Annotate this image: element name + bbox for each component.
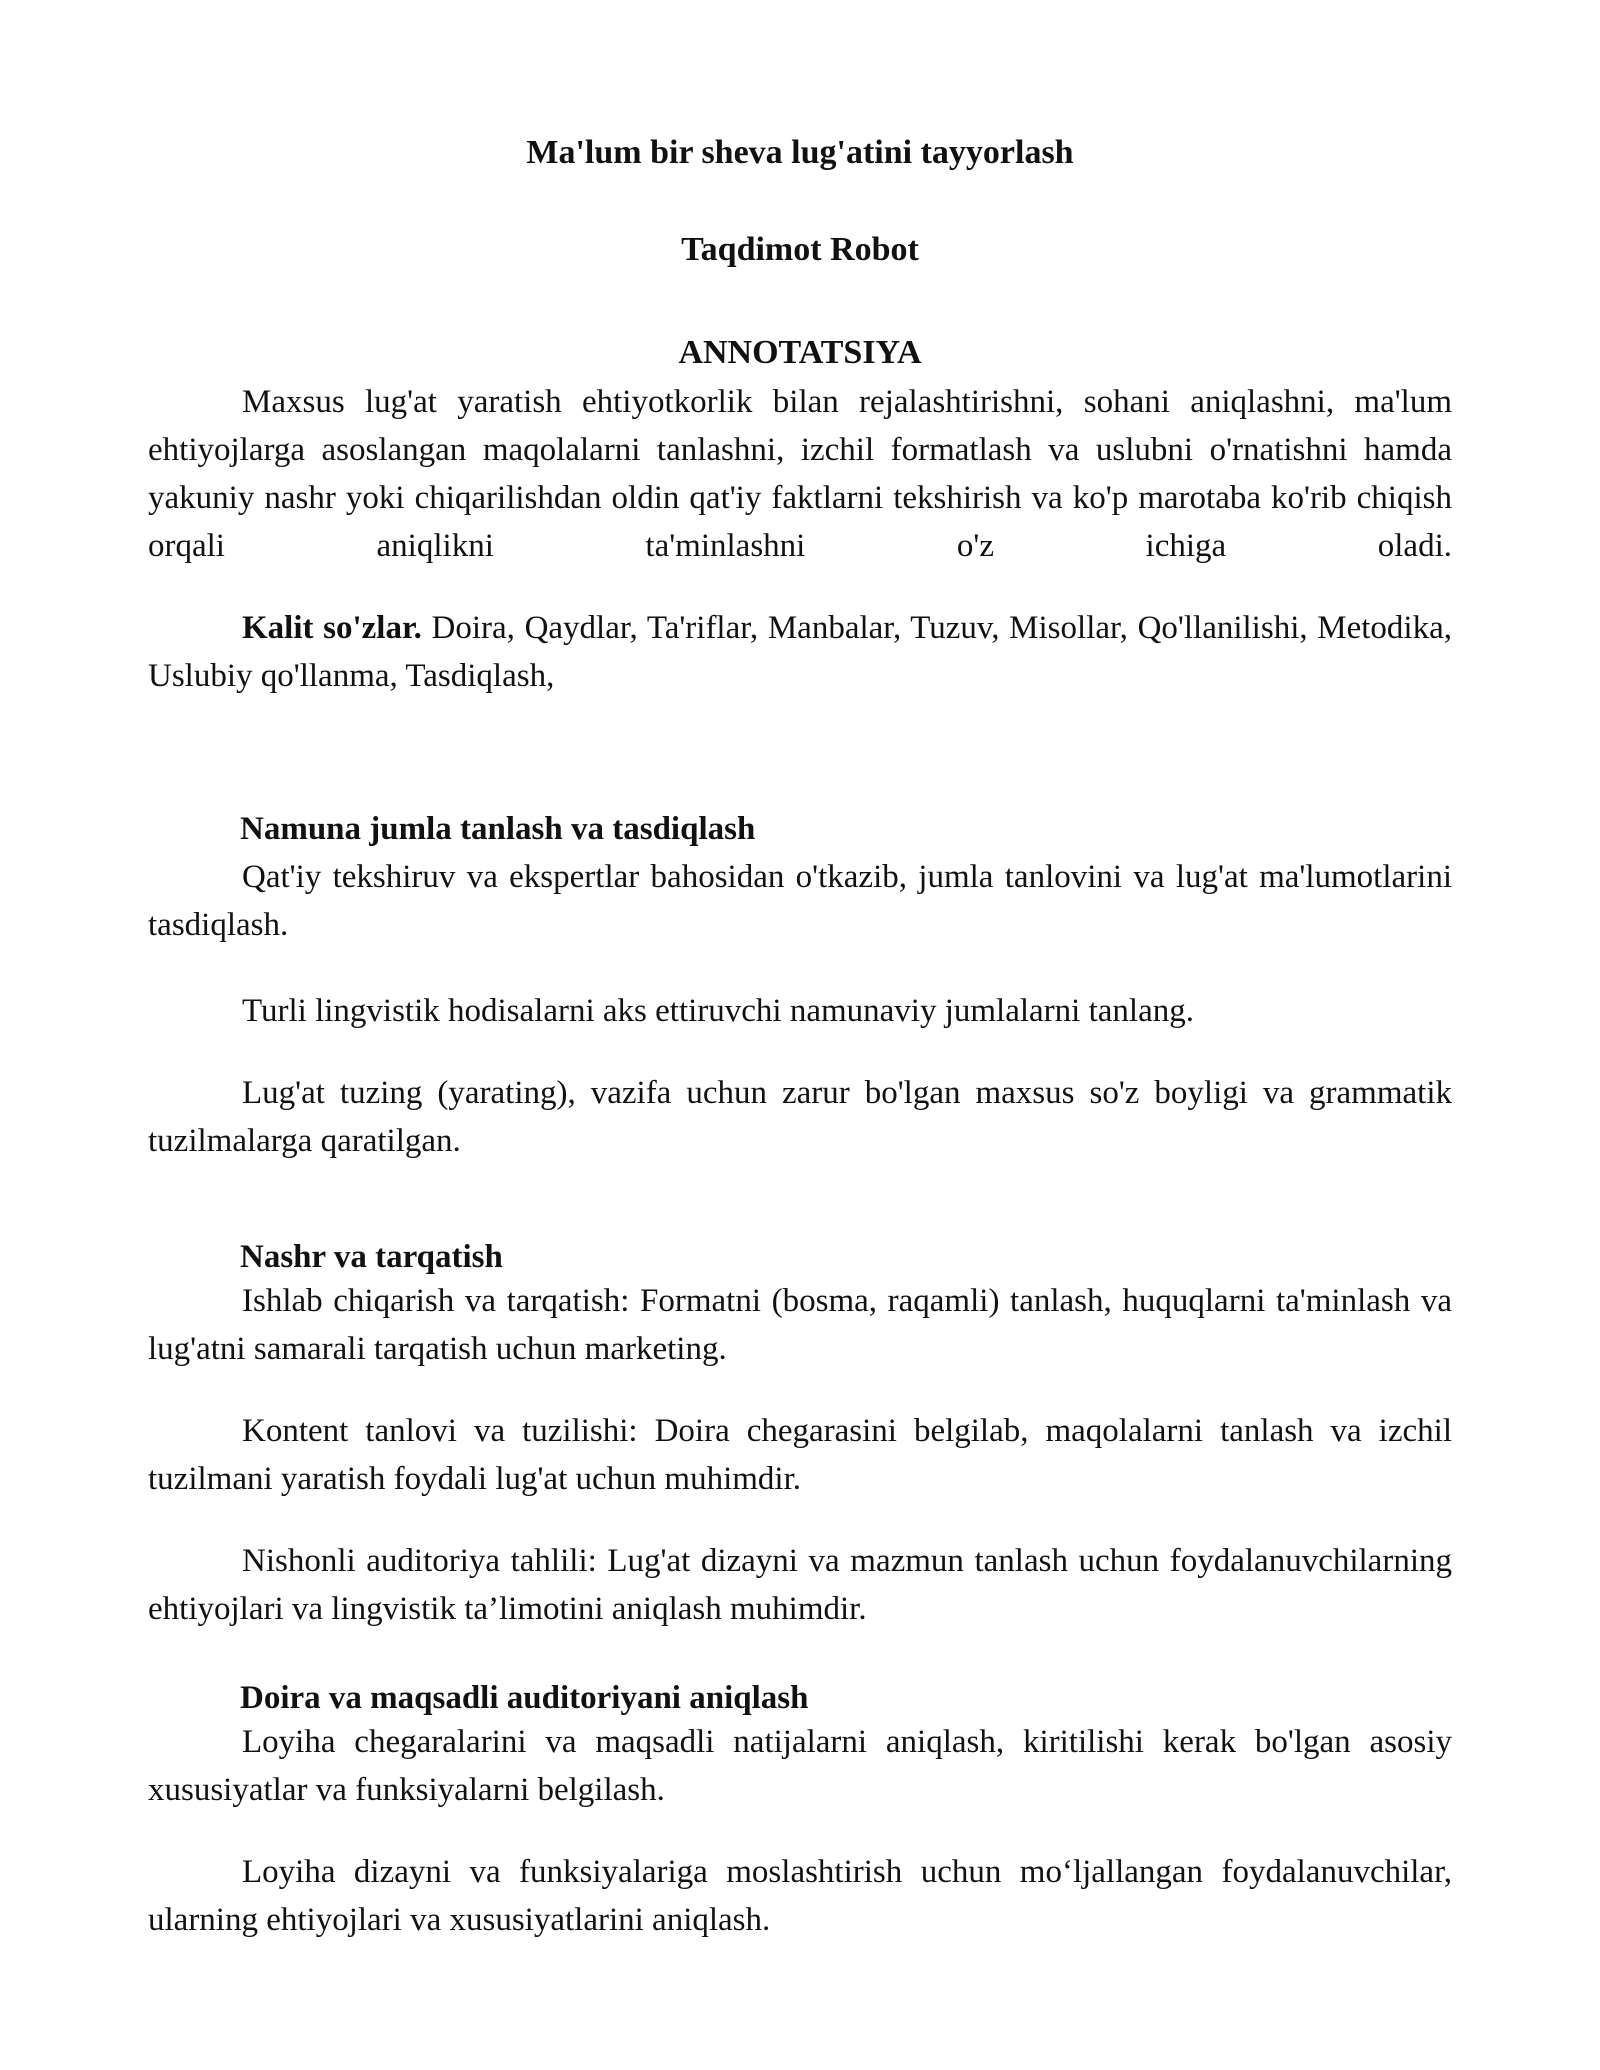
annotation-text: Maxsus lug'at yaratish ehtiyotkorlik bilan rejalashtirishni, sohani aniqlashni, ma'lum ehtiyojlarga asoslangan maqolalarni tanlashni, izchil formatlash va uslubni o'rnatishni hamda yakuniy nashr yoki chiqarilishdan oldin qat'iy faktlarni tekshirish va ko'p marotaba ko'rib chiqish orqali aniqlikni ta'minlashni o'z ichiga oladi. (148, 384, 1452, 564)
keywords-list: Doira, Qaydlar, Ta'riflar, Manbalar, Tuzuv, Misollar, Qo'llanilishi, Metodika, Uslubiy qo'llanma, Tasdiqlash, (148, 610, 1452, 694)
section-paragraph: Qat'iy tekshiruv va ekspertlar bahosidan o'tkazib, jumla tanlovini va lug'at ma'lumotlarini tasdiqlash. (148, 859, 1452, 943)
annotation-heading: ANNOTATSIYA (678, 334, 922, 371)
section-paragraph: Nishonli auditoriya tahlili: Lug'at dizayni va mazmun tanlash uchun foydalanuvchilarning ehtiyojlari va lingvistik ta’limotini aniqlash muhimdir. (148, 1543, 1452, 1627)
section-paragraph: Loyiha dizayni va funksiyalariga moslashtirish uchun mo‘ljallangan foydalanuvchilar, ularning ehtiyojlari va xususiyatlarini aniqlash. (148, 1854, 1452, 1938)
section-paragraph: Kontent tanlovi va tuzilishi: Doira chegarasini belgilab, maqolalarni tanlash va izchil tuzilmani yaratish foydali lug'at uchun muhimdir. (148, 1413, 1452, 1497)
keywords-label: Kalit so'zlar. (242, 610, 422, 646)
section-paragraph: Ishlab chiqarish va tarqatish: Formatni (bosma, raqamli) tanlash, huquqlarni ta'minlash va lug'atni samarali tarqatish uchun marketing. (148, 1283, 1452, 1367)
keywords-paragraph (148, 604, 1452, 700)
document-title: Ma'lum bir sheva lug'atini tayyorlash (526, 134, 1074, 171)
section-heading: Doira va maqsadli auditoriyani aniqlash (240, 1680, 809, 1716)
section-paragraph: Loyiha chegaralarini va maqsadli natijalarni aniqlash, kiritilishi kerak bo'lgan asosiy xususiyatlar va funksiyalarni belgilash. (148, 1724, 1452, 1808)
section-paragraph: Turli lingvistik hodisalarni aks ettiruvchi namunaviy jumlalarni tanlang. (242, 993, 1194, 1029)
section-heading: Nashr va tarqatish (240, 1239, 503, 1275)
document-author: Taqdimot Robot (681, 231, 919, 268)
section-heading: Namuna jumla tanlash va tasdiqlash (240, 811, 756, 847)
section-paragraph: Lug'at tuzing (yarating), vazifa uchun zarur bo'lgan maxsus so'z boyligi va grammatik tuzilmalarga qaratilgan. (148, 1075, 1452, 1159)
